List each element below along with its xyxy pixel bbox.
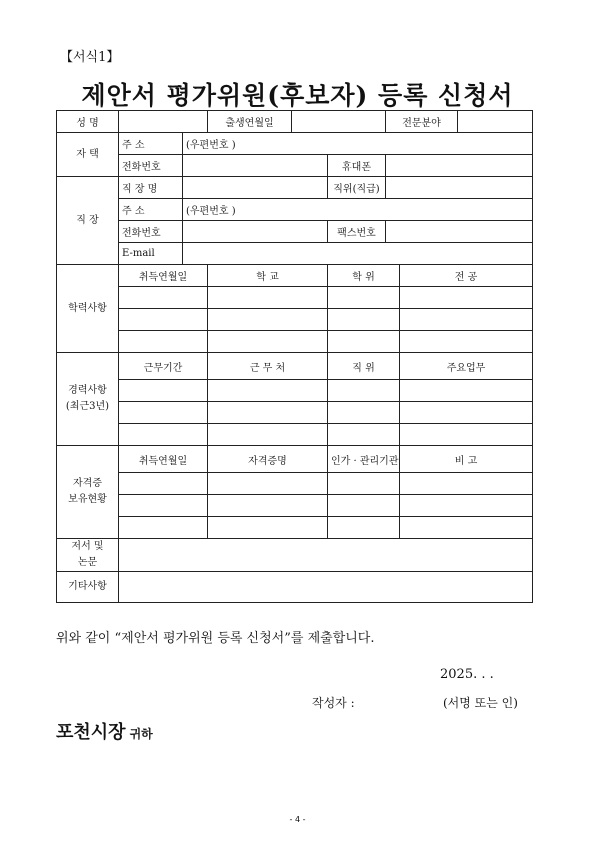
addressee — [56, 718, 153, 744]
career-label-line1: 경력사항 — [68, 385, 107, 396]
edu-cell[interactable] — [119, 331, 208, 353]
field-label: 전문분야 — [386, 111, 458, 133]
table-row — [57, 331, 533, 353]
career-cell[interactable] — [328, 402, 400, 424]
cert-cell[interactable] — [328, 517, 400, 539]
addressee-name: 포천시장 — [56, 722, 126, 743]
row-work-phone — [57, 221, 533, 243]
position-input[interactable] — [386, 177, 533, 199]
home-address-label: 주 소 — [119, 133, 183, 155]
birth-input[interactable] — [292, 111, 386, 133]
career-section-label — [57, 353, 119, 446]
work-section-label: 직 장 — [57, 177, 119, 265]
birth-label: 출생연월일 — [208, 111, 292, 133]
career-cell[interactable] — [400, 380, 533, 402]
table-row — [57, 309, 533, 331]
work-phone-label: 전화번호 — [119, 221, 183, 243]
table-row — [57, 517, 533, 539]
career-header-duty: 주요업무 — [400, 353, 533, 380]
name-label: 성 명 — [57, 111, 119, 133]
edu-cell[interactable] — [208, 287, 328, 309]
career-cell[interactable] — [208, 402, 328, 424]
education-header-major: 전 공 — [400, 265, 533, 287]
submission-date[interactable]: 2025. . . — [440, 667, 494, 682]
cert-cell[interactable] — [119, 473, 208, 495]
submission-statement: 위와 같이 “제안서 평가위원 등록 신청서”를 제출합니다. — [56, 631, 375, 646]
table-row — [57, 402, 533, 424]
page-number: - 4 - — [289, 815, 306, 824]
career-cell[interactable] — [400, 424, 533, 446]
home-section-label: 자 택 — [57, 133, 119, 177]
edu-cell[interactable] — [400, 287, 533, 309]
table-row — [57, 473, 533, 495]
edu-cell[interactable] — [400, 309, 533, 331]
cert-cell[interactable] — [208, 473, 328, 495]
fax-input[interactable] — [386, 221, 533, 243]
education-header-date: 취득연월일 — [119, 265, 208, 287]
cert-cell[interactable] — [328, 473, 400, 495]
edu-cell[interactable] — [208, 309, 328, 331]
career-cell[interactable] — [119, 402, 208, 424]
table-row — [57, 380, 533, 402]
work-address-label: 주 소 — [119, 199, 183, 221]
career-cell[interactable] — [208, 424, 328, 446]
table-row — [57, 287, 533, 309]
table-row — [57, 495, 533, 517]
work-phone-input[interactable] — [183, 221, 328, 243]
certs-header-issuer: 인가 · 관리기관 — [328, 446, 400, 473]
education-header-degree: 학 위 — [328, 265, 400, 287]
edu-cell[interactable] — [328, 287, 400, 309]
certs-header-note: 비 고 — [400, 446, 533, 473]
row-papers — [57, 539, 533, 572]
edu-cell[interactable] — [400, 331, 533, 353]
home-address-input[interactable]: (우편번호 ) — [183, 133, 533, 155]
author-label: 작성자 : — [312, 696, 355, 710]
papers-input[interactable] — [119, 539, 533, 572]
field-input[interactable] — [458, 111, 533, 133]
row-work-address — [57, 199, 533, 221]
mobile-label: 휴대폰 — [328, 155, 386, 177]
certs-header-date: 취득연월일 — [119, 446, 208, 473]
edu-cell[interactable] — [119, 287, 208, 309]
fax-label: 팩스번호 — [328, 221, 386, 243]
etc-input[interactable] — [119, 572, 533, 603]
edu-cell[interactable] — [119, 309, 208, 331]
edu-cell[interactable] — [208, 331, 328, 353]
row-etc — [57, 572, 533, 603]
career-cell[interactable] — [328, 424, 400, 446]
row-work-company — [57, 177, 533, 199]
certs-header-name: 자격증명 — [208, 446, 328, 473]
name-input[interactable] — [119, 111, 208, 133]
career-cell[interactable] — [328, 380, 400, 402]
row-education-header — [57, 265, 533, 287]
work-address-input[interactable]: (우편번호 ) — [183, 199, 533, 221]
edu-cell[interactable] — [328, 331, 400, 353]
career-cell[interactable] — [400, 402, 533, 424]
cert-cell[interactable] — [119, 495, 208, 517]
row-work-email — [57, 243, 533, 265]
home-phone-label: 전화번호 — [119, 155, 183, 177]
table-row — [57, 424, 533, 446]
papers-label — [57, 539, 119, 572]
addressee-suffix: 귀하 — [129, 727, 153, 741]
position-label: 직위(직급) — [328, 177, 386, 199]
papers-label-line2: 논문 — [77, 557, 98, 568]
company-label: 직 장 명 — [119, 177, 183, 199]
row-home-phone — [57, 155, 533, 177]
email-label: E-mail — [119, 243, 183, 265]
cert-cell[interactable] — [328, 495, 400, 517]
cert-cell[interactable] — [400, 495, 533, 517]
row-certs-header — [57, 446, 533, 473]
company-input[interactable] — [183, 177, 328, 199]
edu-cell[interactable] — [328, 309, 400, 331]
document-title: 제안서 평가위원(후보자) 등록 신청서 — [81, 81, 514, 110]
certs-label-line1: 자격증 — [73, 478, 102, 489]
certs-section-label — [57, 446, 119, 539]
career-cell[interactable] — [119, 424, 208, 446]
row-career-header — [57, 353, 533, 380]
form-number-label: 【서식1】 — [60, 50, 120, 65]
education-section-label: 학력사항 — [57, 265, 119, 353]
etc-label: 기타사항 — [57, 572, 119, 603]
career-cell[interactable] — [208, 380, 328, 402]
papers-label-line1: 저서 및 — [71, 541, 104, 552]
cert-cell[interactable] — [119, 517, 208, 539]
cert-cell[interactable] — [400, 473, 533, 495]
row-home-address — [57, 133, 533, 155]
career-header-period: 근무기간 — [119, 353, 208, 380]
career-cell[interactable] — [119, 380, 208, 402]
cert-cell[interactable] — [208, 495, 328, 517]
home-phone-input[interactable] — [183, 155, 328, 177]
career-header-workplace: 근 무 처 — [208, 353, 328, 380]
cert-cell[interactable] — [208, 517, 328, 539]
career-label-line2: (최근3년) — [65, 401, 110, 412]
application-form-table — [56, 110, 533, 603]
row-basic-info — [57, 111, 533, 133]
email-input[interactable] — [183, 243, 533, 265]
mobile-input[interactable] — [386, 155, 533, 177]
education-header-school: 학 교 — [208, 265, 328, 287]
cert-cell[interactable] — [400, 517, 533, 539]
certs-label-line2: 보유현황 — [68, 494, 107, 505]
signature-note: (서명 또는 인) — [443, 696, 518, 710]
career-header-position: 직 위 — [328, 353, 400, 380]
